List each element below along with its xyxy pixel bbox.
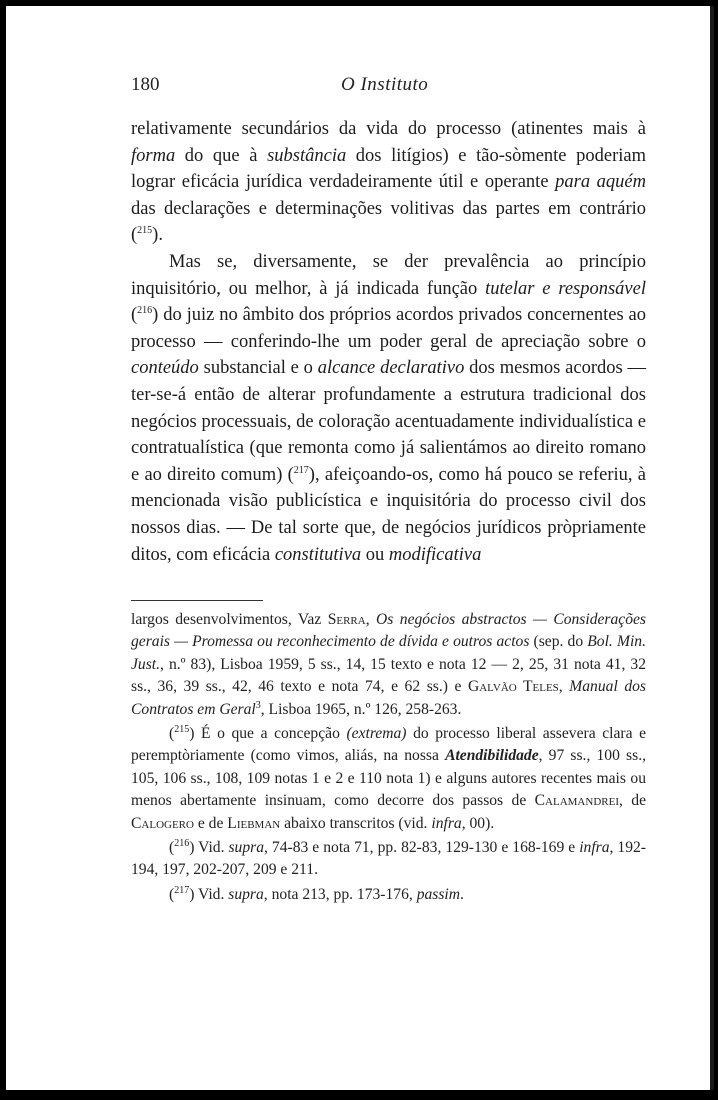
text-run: ( xyxy=(169,839,175,857)
text-run: , n.º 83), Lisboa 1959, 5 ss., 14, 15 texto e nota 12 — 2, 25, 31 nota 41, 32 ss., 36, 39 ss., 42, 46 texto e nota 74, e 62 ss.) e xyxy=(131,655,646,696)
footnote-ref: 215 xyxy=(174,723,190,735)
footnote xyxy=(131,837,646,882)
footnotes xyxy=(131,609,646,908)
footnote-ref: 216 xyxy=(137,305,153,316)
author-name: Serra xyxy=(327,611,366,628)
text-run: ( xyxy=(131,305,138,326)
text-run: , 192-194, 197, 202-207, 209 e 211. xyxy=(131,839,647,879)
text-run: ( xyxy=(169,725,175,743)
text-run: ) do juiz no âmbito dos próprios acordos privados concernentes ao processo — conferindo-lhe um poder geral de apreciação sobre o xyxy=(131,305,646,352)
italic-text: supra xyxy=(228,885,264,903)
text-run: ). xyxy=(152,225,163,246)
footnote-ref: 215 xyxy=(137,225,153,237)
text-run: , xyxy=(365,611,377,628)
text-run: ou xyxy=(361,544,389,565)
text-run: , 00). xyxy=(461,814,495,832)
footnote-ref: 216 xyxy=(174,837,190,849)
text-run: dos litígios) e tão-sòmente poderiam lograr eficácia jurídica verdadeiramente útil e operante xyxy=(131,145,646,193)
text-run: ( xyxy=(169,885,175,903)
text-run: ) É o que a concepção xyxy=(189,725,347,743)
italic-text: para aquém xyxy=(555,172,646,193)
text-run: relativamente secundários da vida do processo (atinentes mais à xyxy=(131,119,646,139)
text-run: , Lisboa 1965, n.º 126, 258-263. xyxy=(260,700,462,718)
italic-text: Os negócios abstractos — Considerações gerais — Promessa ou reconhecimento de dívida e outros actos xyxy=(131,611,647,651)
italic-text: tutelar e responsável xyxy=(485,278,646,299)
main-text xyxy=(131,116,646,568)
text-run: , nota 213, pp. 173-176, xyxy=(263,885,417,903)
footnote-ref: 3 xyxy=(255,699,261,711)
text-run: , 74-83 e nota 71, pp. 82-83, 129-130 e 168-169 e xyxy=(264,839,580,857)
body-paragraph xyxy=(131,116,646,249)
italic-text: supra xyxy=(228,839,265,857)
text-run: ) Vid. xyxy=(189,885,229,903)
page-number: 180 xyxy=(131,74,160,95)
author-name: Liebman xyxy=(227,814,281,832)
scan-border xyxy=(0,1090,718,1100)
italic-text: Manual dos Contratos em Geral xyxy=(131,678,646,718)
text-run: e de xyxy=(193,814,228,832)
book-page xyxy=(6,6,714,1092)
author-name: Calogero xyxy=(131,814,194,832)
text-run: ), afeiçoando-os, como há pouco se referiu, à mencionada visão publicística e inquisitória do processo civil dos nossos dias. — De tal sorte que, de negócios jurídicos pròpriamente ditos, com eficácia xyxy=(131,464,647,565)
text-run: . xyxy=(460,885,464,903)
italic-text: passim xyxy=(416,885,461,903)
italic-text: alcance declarativo xyxy=(317,358,465,379)
running-title: O Instituto xyxy=(341,74,429,95)
italic-text: constitutiva xyxy=(274,544,362,565)
italic-text: (extrema) xyxy=(346,725,407,743)
italic-text: infra xyxy=(579,839,610,857)
italic-text: Bol. Min. Just. xyxy=(131,633,646,673)
text-run: , 97 ss., 100 ss., 105, 106 ss., 108, 109 notas 1 e 2 e 110 nota 1) e alguns autores recentes mais ou menos abertamente insinuam, como decorre dos passos de xyxy=(131,747,646,810)
italic-text: infra xyxy=(431,814,462,832)
italic-text: modificativa xyxy=(388,544,482,565)
text-run: ) Vid. xyxy=(189,839,229,857)
title-text: Atendibilidade xyxy=(445,747,539,765)
text-run: largos desenvolvimentos, Vaz xyxy=(131,611,328,628)
text-run: substancial e o xyxy=(198,358,318,379)
text-run: Mas se, diversamente, se der prevalência ao princípio inquisitório, ou melhor, à já indicada função xyxy=(131,251,646,299)
text-run: dos mesmos acordos — ter-se-á então de alterar profundamente a estrutura tradicional dos negócios processuais, de coloração acentuadamente individualística e contratualística (que remonta como já salientámos ao direito romano e ao direito comum) ( xyxy=(131,358,647,485)
footnote-divider xyxy=(131,600,263,601)
author-name: Calamandrei xyxy=(534,792,619,810)
footnote-ref: 217 xyxy=(293,464,309,476)
footnote xyxy=(131,723,646,835)
text-run: (sep. do xyxy=(529,633,588,651)
footnote xyxy=(131,609,646,721)
author-name: Galvão Teles xyxy=(467,678,559,696)
text-run: , de xyxy=(618,792,646,810)
italic-text: substância xyxy=(267,145,347,166)
text-run: das declarações e determinações volitivas das partes em contrário ( xyxy=(131,198,646,246)
text-run: abaixo transcritos (vid. xyxy=(280,814,432,832)
text-run: do processo liberal assevera clara e peremptòriamente (como vimos, aliás, na nossa xyxy=(131,725,646,765)
footnote-ref: 217 xyxy=(174,884,190,896)
body-paragraph xyxy=(131,249,646,568)
italic-text: conteúdo xyxy=(131,358,199,379)
italic-text: forma xyxy=(131,145,176,166)
footnote xyxy=(131,884,646,906)
text-run: , xyxy=(558,678,570,696)
text-run: do que à xyxy=(175,145,268,166)
